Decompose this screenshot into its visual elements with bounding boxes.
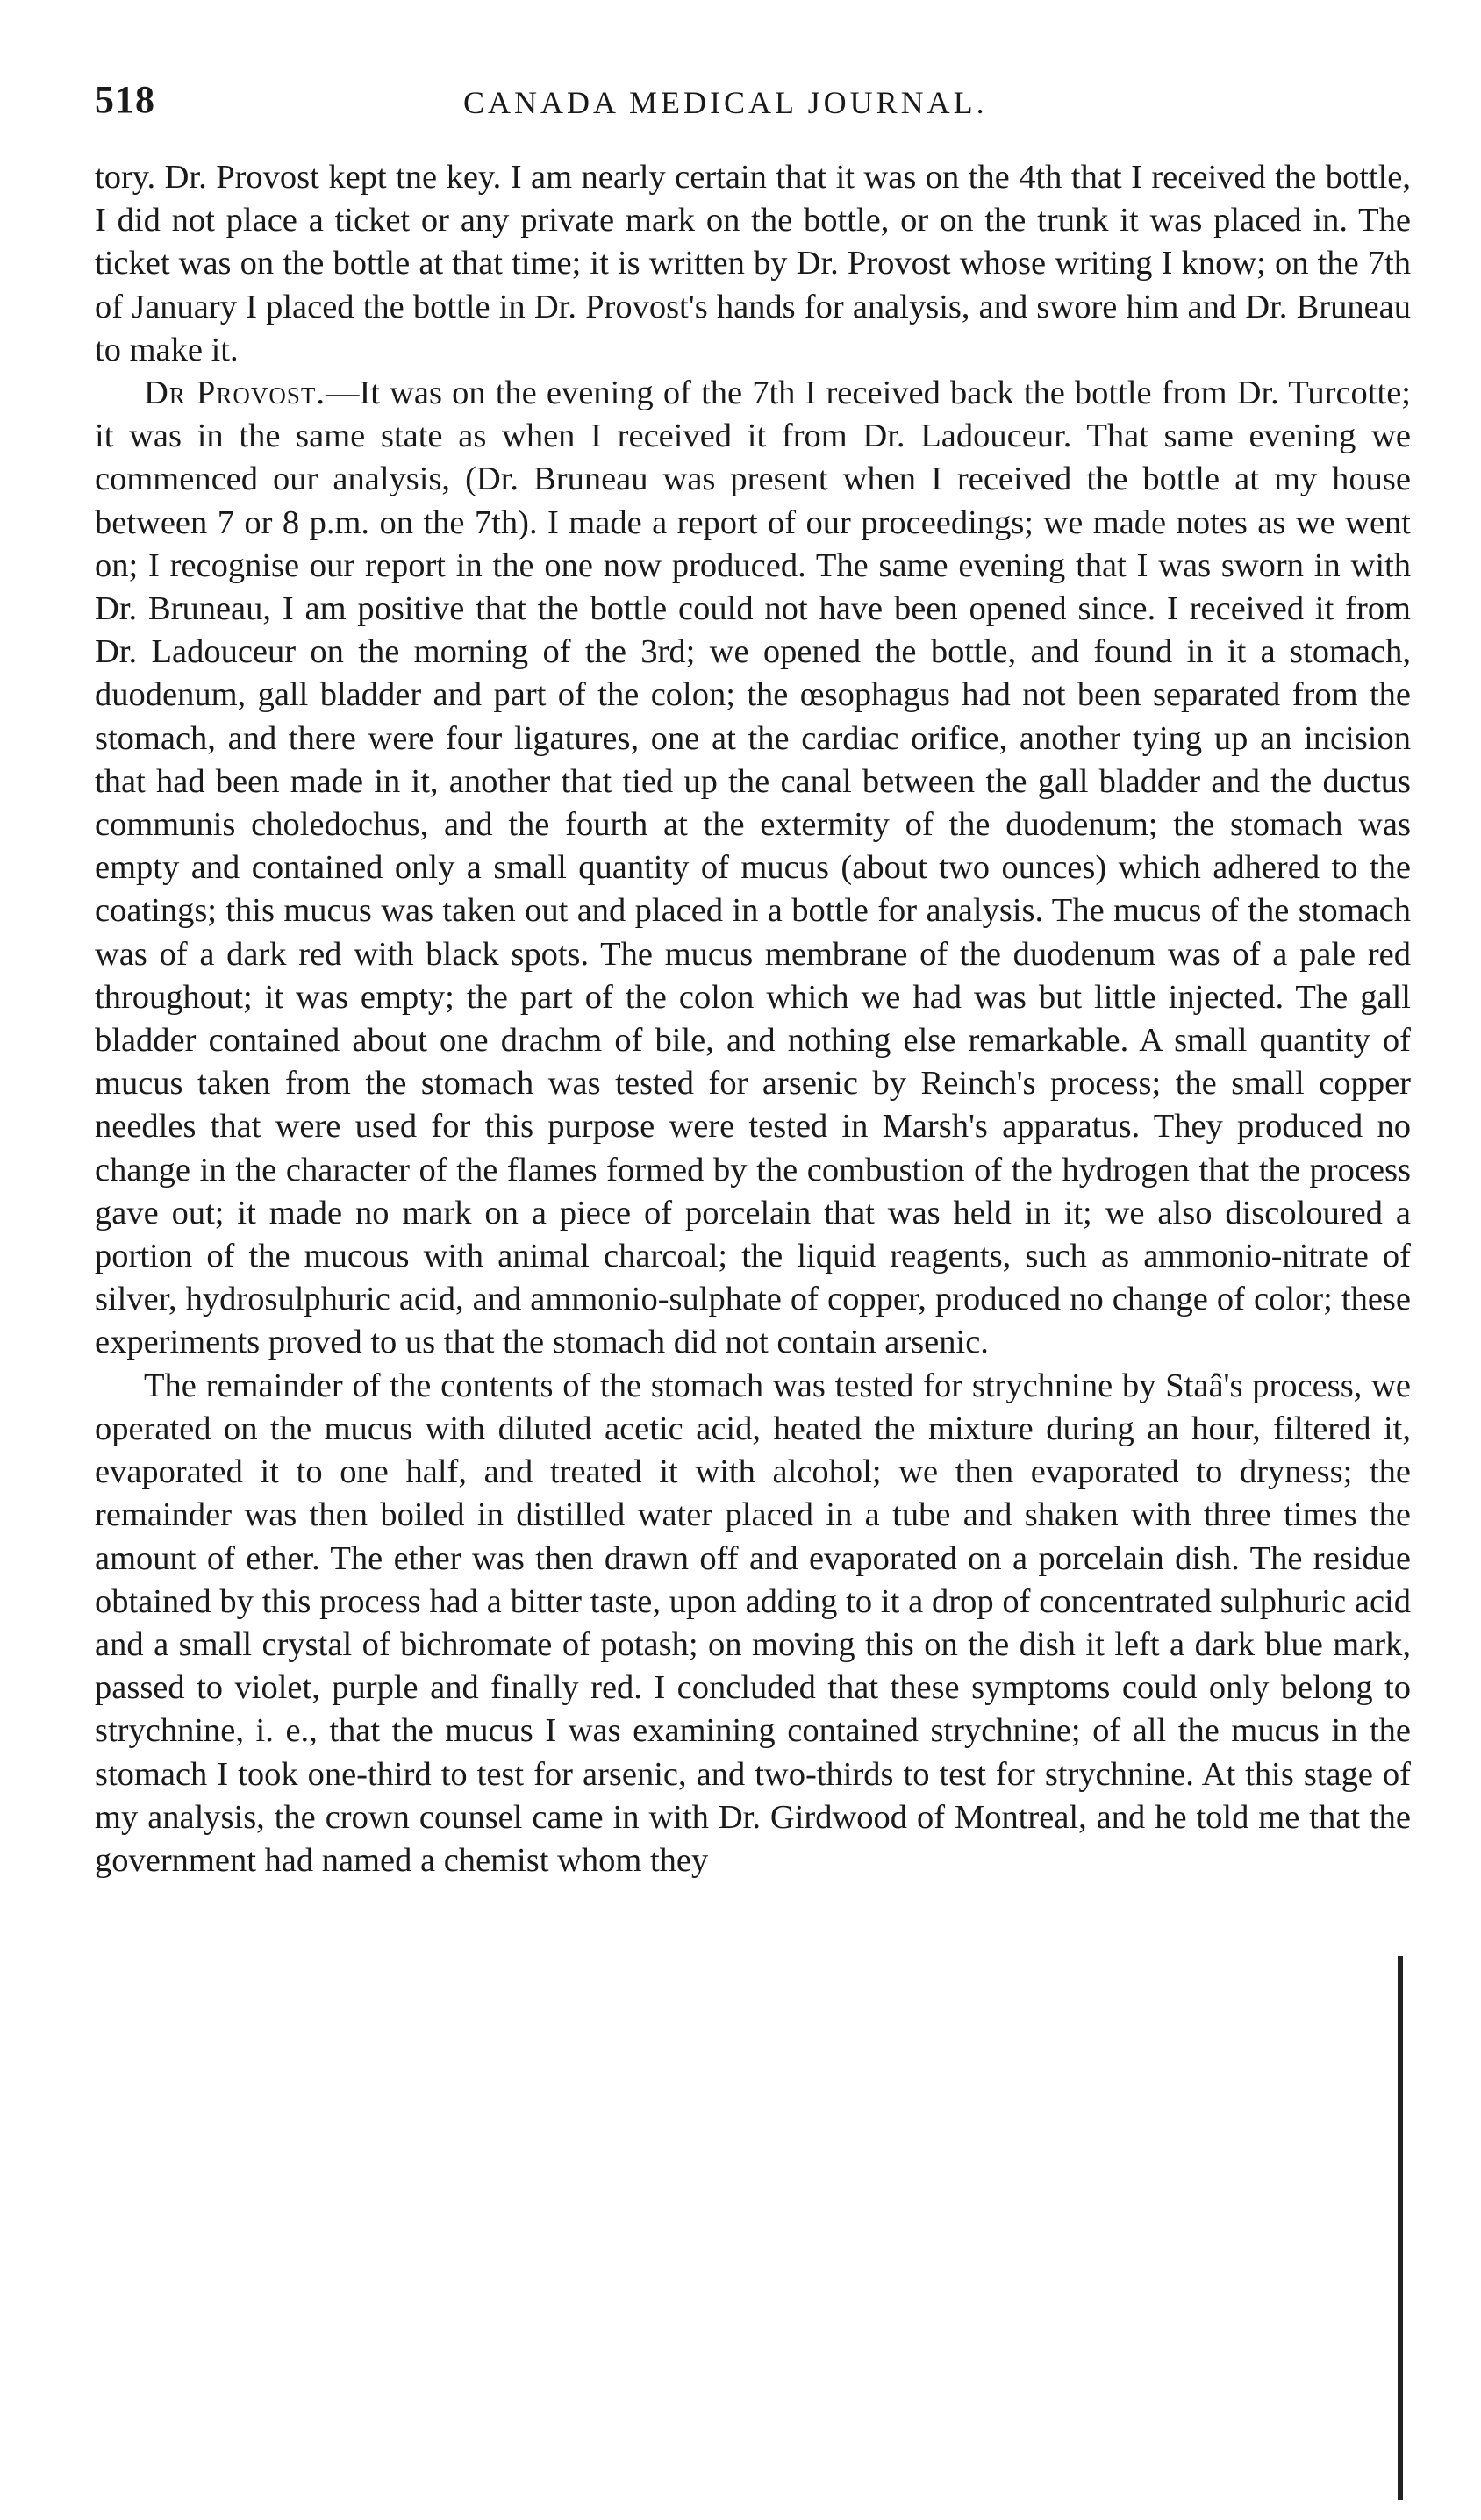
paragraph-strychnine-test: The remainder of the contents of the stomach was tested for strychnine by Staâ's process, we operated on the mucus with diluted acetic acid, heated the mixture during an hour, filtered it, evaporated it to one half, and treated it with alcohol; we then evaporated to dryness; the remainder was then boiled in distilled water placed in a tube and shaken with three times the amount of ether. The ether was then drawn off and evaporated on a porcelain dish. The residue obtained by this process had a bitter taste, upon adding to it a drop of concentrated sulphuric acid and a small crystal of bichromate of potash; on moving this on the dish it left a dark blue mark, passed to violet, purple and finally red. I concluded that these symptoms could only belong to strychnine, i. e., that the mucus I was examining contained strychnine; of all the mucus in the stomach I took one-third to test for arsenic, and two-thirds to test for strychnine. At this stage of my analysis, the crown counsel came in with Dr. Girdwood of Montreal, and he told me that the government had named a chemist whom they [95, 1367, 1411, 1879]
page-number: 518 [95, 78, 155, 121]
running-head: CANADA MEDICAL JOURNAL. [463, 85, 988, 120]
paragraph-testimony-provost [95, 372, 1411, 1365]
page-header [95, 77, 1411, 139]
paragraph-continuation: tory. Dr. Provost kept tne key. I am nearly certain that it was on the 4th that I received the bottle, I did not place a ticket or any private mark on the bottle, or on the trunk it was placed in. The ticket was on the bottle at that time; it is written by Dr. Provost whose writing I know; on the 7th of January I placed the bottle in Dr. Provost's hands for analysis, and swore him and Dr. Bruneau to make it. [95, 159, 1411, 368]
testimony-text: —It was on the evening of the 7th I received back the bottle from Dr. Turcotte; it was in the same state as when I received it from Dr. Ladouceur. That same evening we commenced our analysis, (Dr. Bruneau was present when I received the bottle at my house between 7 or 8 p.m. on the 7th). I made a report of our proceedings; we made notes as we went on; I recognise our report in the one now produced. The same evening that I was sworn in with Dr. Bruneau, I am positive that the bottle could not have been opened since. I received it from Dr. Ladouceur on the morning of the 3rd; we opened the bottle, and found in it a stomach, duodenum, gall bladder and part of the colon; the œsophagus had not been separated from the stomach, and there were four ligatures, one at the cardiac orifice, another tying up an incision that had been made in it, another that tied up the canal between the gall bladder and the ductus communis choledochus, and the fourth at the extermity of the duodenum; the stomach was empty and contained only a small quantity of mucus (about two ounces) which adhered to the coatings; this mucus was taken out and placed in a bottle for analysis. The mucus of the stomach was of a dark red with black spots. The mucus membrane of the duodenum was of a pale red throughout; it was empty; the part of the colon which we had was but little injected. The gall bladder contained about one drachm of bile, and nothing else remarkable. A small quantity of mucus taken from the stomach was tested for arsenic by Reinch's process; the small copper needles that were used for this purpose were tested in Marsh's apparatus. They produced no change in the character of the flames formed by the combustion of the hydrogen that the process gave out; it made no mark on a piece of porcelain that was held in it; we also discoloured a portion of the mucous with animal charcoal; the liquid reagents, such as ammonio-nitrate of silver, hydrosulphuric acid, and ammonio-sulphate of copper, produced no change of color; these experiments proved to us that the stomach did not contain arsenic. [95, 375, 1411, 1361]
article-body [95, 156, 1411, 1882]
binding-shadow [1398, 1956, 1403, 2500]
speaker-name: Dr Provost. [144, 375, 326, 412]
